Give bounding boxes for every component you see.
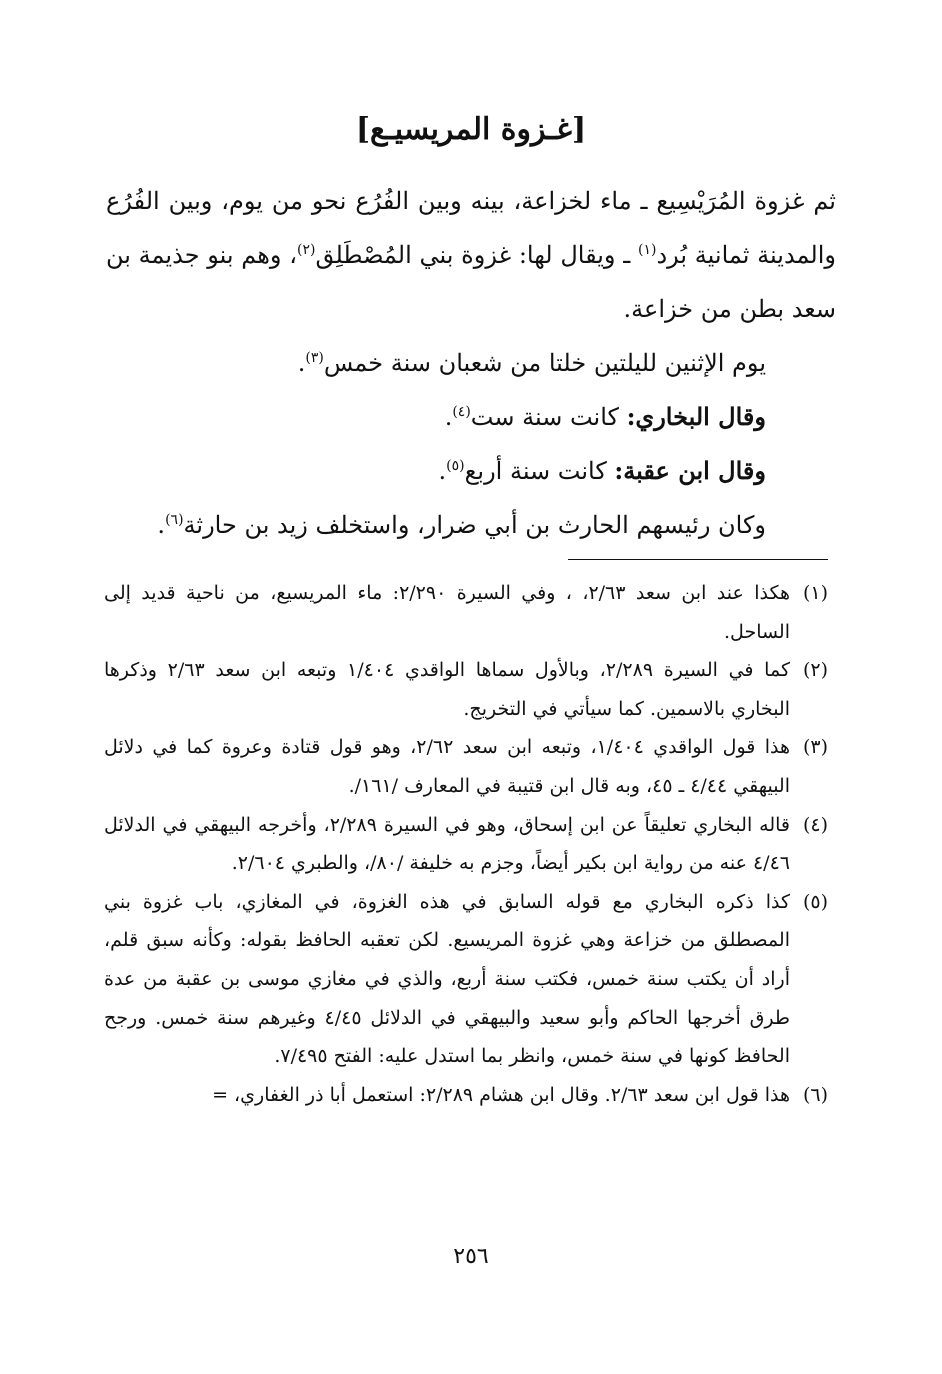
footnote-text: هكذا عند ابن سعد ٢/٦٣، ، وفي السيرة ٢/٢٩٠: ماء المريسيع، من ناحية قديد إلى الساحل. [104, 582, 790, 643]
footnote-divider [568, 559, 828, 560]
footnote [104, 883, 828, 1076]
intro-text-2: ـ ويقال لها: غزوة بني المُصْطَلِق [315, 241, 638, 269]
intro-text-3: ، وهم بنو جذيمة بن سعد بطن من خزاعة. [106, 241, 836, 323]
footnote [104, 1076, 828, 1115]
footnote-ref-3: (٣) [305, 350, 324, 366]
uqba-line: وقال ابن عقبة: كانت سنة أربع$^{(٥)}$. [438, 456, 766, 485]
chief-line: وكان رئيسهم الحارث بن أبي ضرار، واستخلف زيد بن حارثة$^{(٦)}$. [157, 511, 766, 539]
footnote-number: (٤) [802, 813, 828, 836]
footnotes [104, 574, 828, 1114]
footnote-number: (١) [802, 582, 828, 604]
footnote-number: (٥) [802, 890, 828, 913]
footnote [104, 574, 828, 651]
chief-text: وكان رئيسهم الحارث بن أبي ضرار، واستخلف زيد بن حارثة [183, 511, 766, 539]
footnote-ref-4: (٤) [452, 404, 471, 420]
footnote-ref-6: (٦) [165, 512, 184, 528]
bukhari-text: كانت سنة ست [470, 403, 627, 431]
footnote-ref-5: (٥) [446, 458, 465, 474]
page-number: ٢٥٦ [453, 1244, 489, 1269]
footnote [104, 728, 828, 805]
footnote-number: (٢) [802, 659, 828, 682]
footnote-ref-1: (١) [637, 242, 657, 258]
footnote-text: كذا ذكره البخاري مع قوله السابق في هذه الغزوة، في المغازي، باب غزوة بني المصطلق من خزاعة وهي غزوة المريسيع. لكن تعقبه الحافظ بقوله: وكأنه سبق قلم، أراد أن يكتب سنة خمس، فكتب سنة أربع، والذي في مغازي موسى بن عقبة من عدة طرق أخرجها الحاكم وأبو سعيد والبيهقي في الدلائل ٤/٤٥ وغيرهم سنة خمس. ورجح الحافظ كونها في سنة خمس، وانظر بما استدل عليه: الفتح ٧/٤٩٥. [104, 890, 790, 1068]
bukhari-line: وقال البخاري: كانت سنة ست$^{(٤)}$. [444, 402, 766, 431]
date-text: يوم الإثنين لليلتين خلتا من شعبان سنة خمس [323, 349, 766, 377]
footnote-number: (٣) [802, 736, 828, 759]
intro-text-1: ثم غزوة المُرَيْسِيع ـ ماء لخزاعة، بينه وبين الفُرُع نحو من يوم، وبين الفُرُع والمدينة ثمانية بُرد [106, 187, 837, 269]
date-line: يوم الإثنين لليلتين خلتا من شعبان سنة خمس$^{(٣)}$. [297, 349, 766, 377]
footnote-ref-2: (٢) [297, 242, 316, 258]
footnote [104, 651, 828, 728]
bukhari-label: وقال البخاري: [626, 402, 766, 431]
section-title: [غـزوة المريسيـع] [355, 112, 587, 147]
footnote-number: (٦) [802, 1083, 828, 1106]
uqba-label: وقال ابن عقبة: [614, 456, 766, 485]
footnote-text: قاله البخاري تعليقاً عن ابن إسحاق، وهو في السيرة ٢/٢٨٩، وأخرجه البيهقي في الدلائل ٤/٤٦ عنه من رواية ابن بكير أيضاً، وجزم به خليفة /٨٠/، والطبري ٢/٦٠٤. [104, 813, 790, 875]
uqba-text: كانت سنة أربع [464, 457, 615, 485]
footnote-text: كما في السيرة ٢/٢٨٩، وبالأول سماها الواقدي ١/٤٠٤ وتبعه ابن سعد ٢/٦٣ وذكرها البخاري بالاسمين. كما سيأتي في التخريج. [104, 659, 790, 720]
footnote [104, 806, 828, 883]
main-text [106, 174, 836, 552]
footnote-text: هذا قول الواقدي ١/٤٠٤، وتبعه ابن سعد ٢/٦٢، وهو قول قتادة وعروة كما في دلائل البيهقي ٤/٤٤ ـ ٤٥، وبه قال ابن قتيبة في المعارف /١٦١/. [104, 736, 791, 797]
footnote-text: هذا قول ابن سعد ٢/٦٣. وقال ابن هشام ٢/٢٨٩: استعمل أبا ذر الغفاري، = [212, 1083, 790, 1106]
intro-paragraph [106, 174, 836, 336]
